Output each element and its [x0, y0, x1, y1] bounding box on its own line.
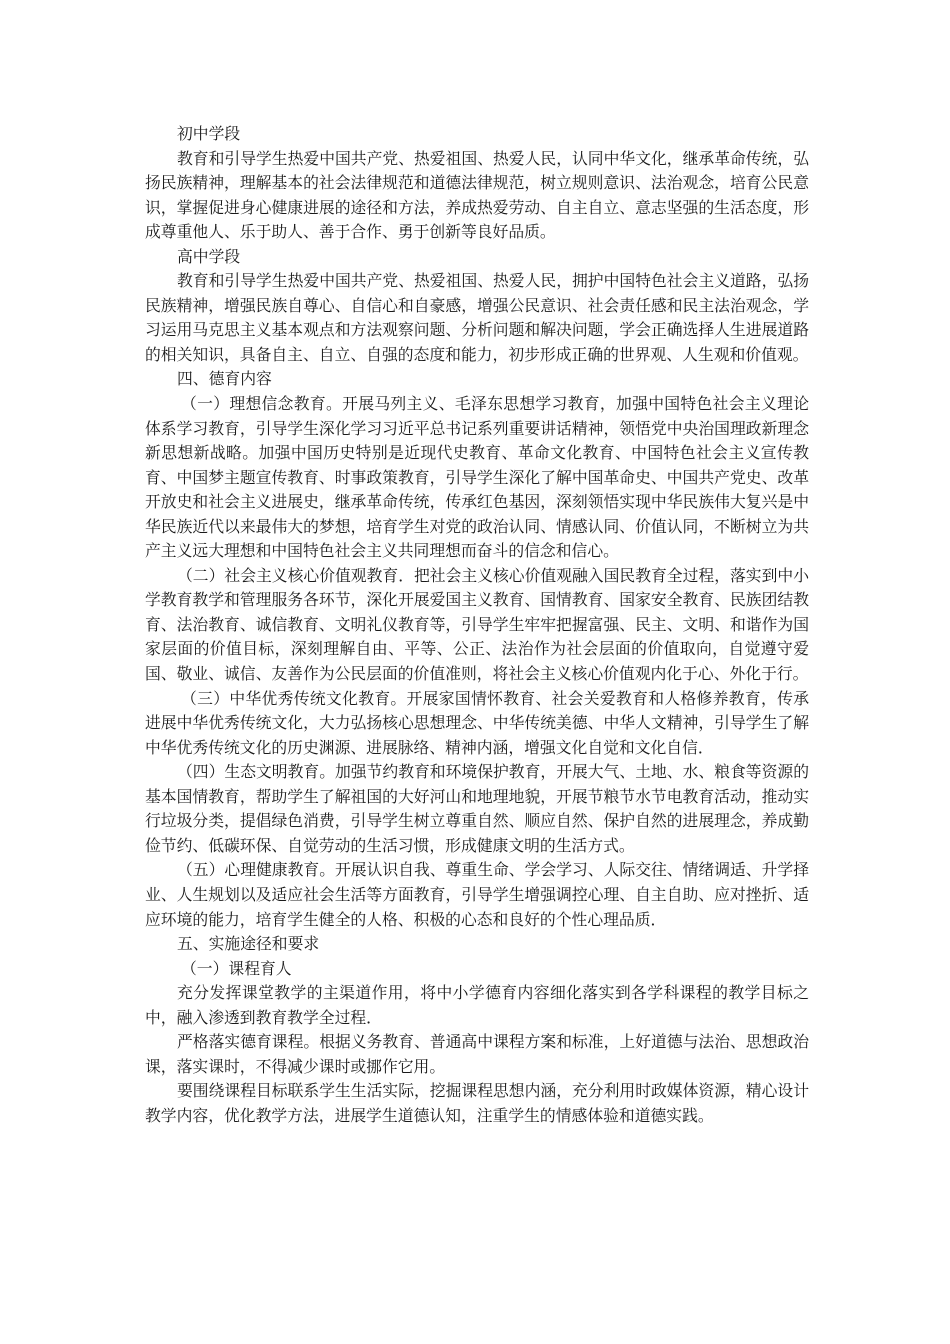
section-heading: 五、实施途径和要求 [177, 934, 320, 954]
paragraph: （五）心理健康教育。开展认识自我、尊重生命、学会学习、人际交往、情绪调适、升学择业、人生规划以及适应社会生活等方面教育，引导学生增强调控心理、自主自助、应对挫折、适应环境的能力，培育学生健全的人格、积极的心态和良好的个性心理品质． [145, 860, 809, 929]
section-heading: 四、德育内容 [177, 369, 272, 389]
paragraph: （三）中华优秀传统文化教育。开展家国情怀教育、社会关爱教育和人格修养教育，传承进展中华优秀传统文化，大力弘扬核心思想理念、中华传统美德、中华人文精神，引导学生了解中华优秀传统文化的历史渊源、进展脉络、精神内涵，增强文化自觉和文化自信． [145, 688, 809, 757]
document-body [145, 122, 809, 1128]
section-heading: 初中学段 [177, 124, 241, 143]
paragraph: （四）生态文明教育。加强节约教育和环境保护教育，开展大气、土地、水、粮食等资源的基本国情教育，帮助学生了解祖国的大好河山和地理地貌，开展节粮节水节电教育活动，推动实行垃圾分类，提倡绿色消费，引导学生树立尊重自然、顺应自然、保护自然的进展理念，养成勤俭节约、低碳环保、自觉劳动的生活习惯，形成健康文明的生活方式。 [145, 762, 809, 855]
section-heading: 高中学段 [177, 246, 241, 266]
paragraph: 充分发挥课堂教学的主渠道作用，将中小学德育内容细化落实到各学科课程的教学目标之中，融入渗透到教育教学全过程． [145, 983, 809, 1027]
paragraph: 要围绕课程目标联系学生生活实际，挖掘课程思想内涵，充分利用时政媒体资源，精心设计教学内容，优化教学方法，进展学生道德认知，注重学生的情感体验和道德实践。 [145, 1081, 809, 1125]
paragraph: 教育和引导学生热爱中国共产党、热爱祖国、热爱人民，认同中华文化，继承革命传统，弘扬民族精神，理解基本的社会法律规范和道德法律规范，树立规则意识、法治观念，培育公民意识，掌握促进身心健康进展的途径和方法，养成热爱劳动、自主自立、意志坚强的生活态度，形成尊重他人、乐于助人、善于合作、勇于创新等良好品质。 [145, 148, 809, 242]
paragraph: （一）理想信念教育。开展马列主义、毛泽东思想学习教育，加强中国特色社会主义理论体系学习教育，引导学生深化学习习近平总书记系列重要讲话精神，领悟党中央治国理政新理念新思想新战略。加强中国历史特别是近现代史教育、革命文化教育、中国特色社会主义宣传教育、中国梦主题宣传教育、时事政策教育，引导学生深化了解中国革命史、中国共产党史、改革开放史和社会主义进展史，继承革命传统，传承红色基因，深刻领悟实现中华民族伟大复兴是中华民族近代以来最伟大的梦想，培育学生对党的政治认同、情感认同、价值认同，不断树立为共产主义远大理想和中国特色社会主义共同理想而奋斗的信念和信心。 [145, 394, 809, 561]
paragraph: （二）社会主义核心价值观教育．把社会主义核心价值观融入国民教育全过程，落实到中小学教育教学和管理服务各环节，深化开展爱国主义教育、国情教育、国家安全教育、民族团结教育、法治教育、诚信教育、文明礼仪教育等，引导学生牢牢把握富强、民主、文明、和谐作为国家层面的价值目标，深刻理解自由、平等、公正、法治作为社会层面的价值取向，自觉遵守爱国、敬业、诚信、友善作为公民层面的价值准则，将社会主义核心价值观内化于心、外化于行。 [145, 565, 809, 684]
paragraph: 教育和引导学生热爱中国共产党、热爱祖国、热爱人民，拥护中国特色社会主义道路，弘扬民族精神，增强民族自尊心、自信心和自豪感，增强公民意识、社会责任感和民主法治观念，学习运用马克思主义基本观点和方法观察问题、分析问题和解决问题，学会正确选择人生进展道路的相关知识，具备自主、自立、自强的态度和能力，初步形成正确的世界观、人生观和价值观。 [145, 271, 809, 364]
subsection-heading: （一）课程育人 [181, 958, 292, 978]
paragraph: 严格落实德育课程。根据义务教育、普通高中课程方案和标准，上好道德与法治、思想政治课，落实课时，不得减少课时或挪作它用。 [145, 1032, 809, 1076]
